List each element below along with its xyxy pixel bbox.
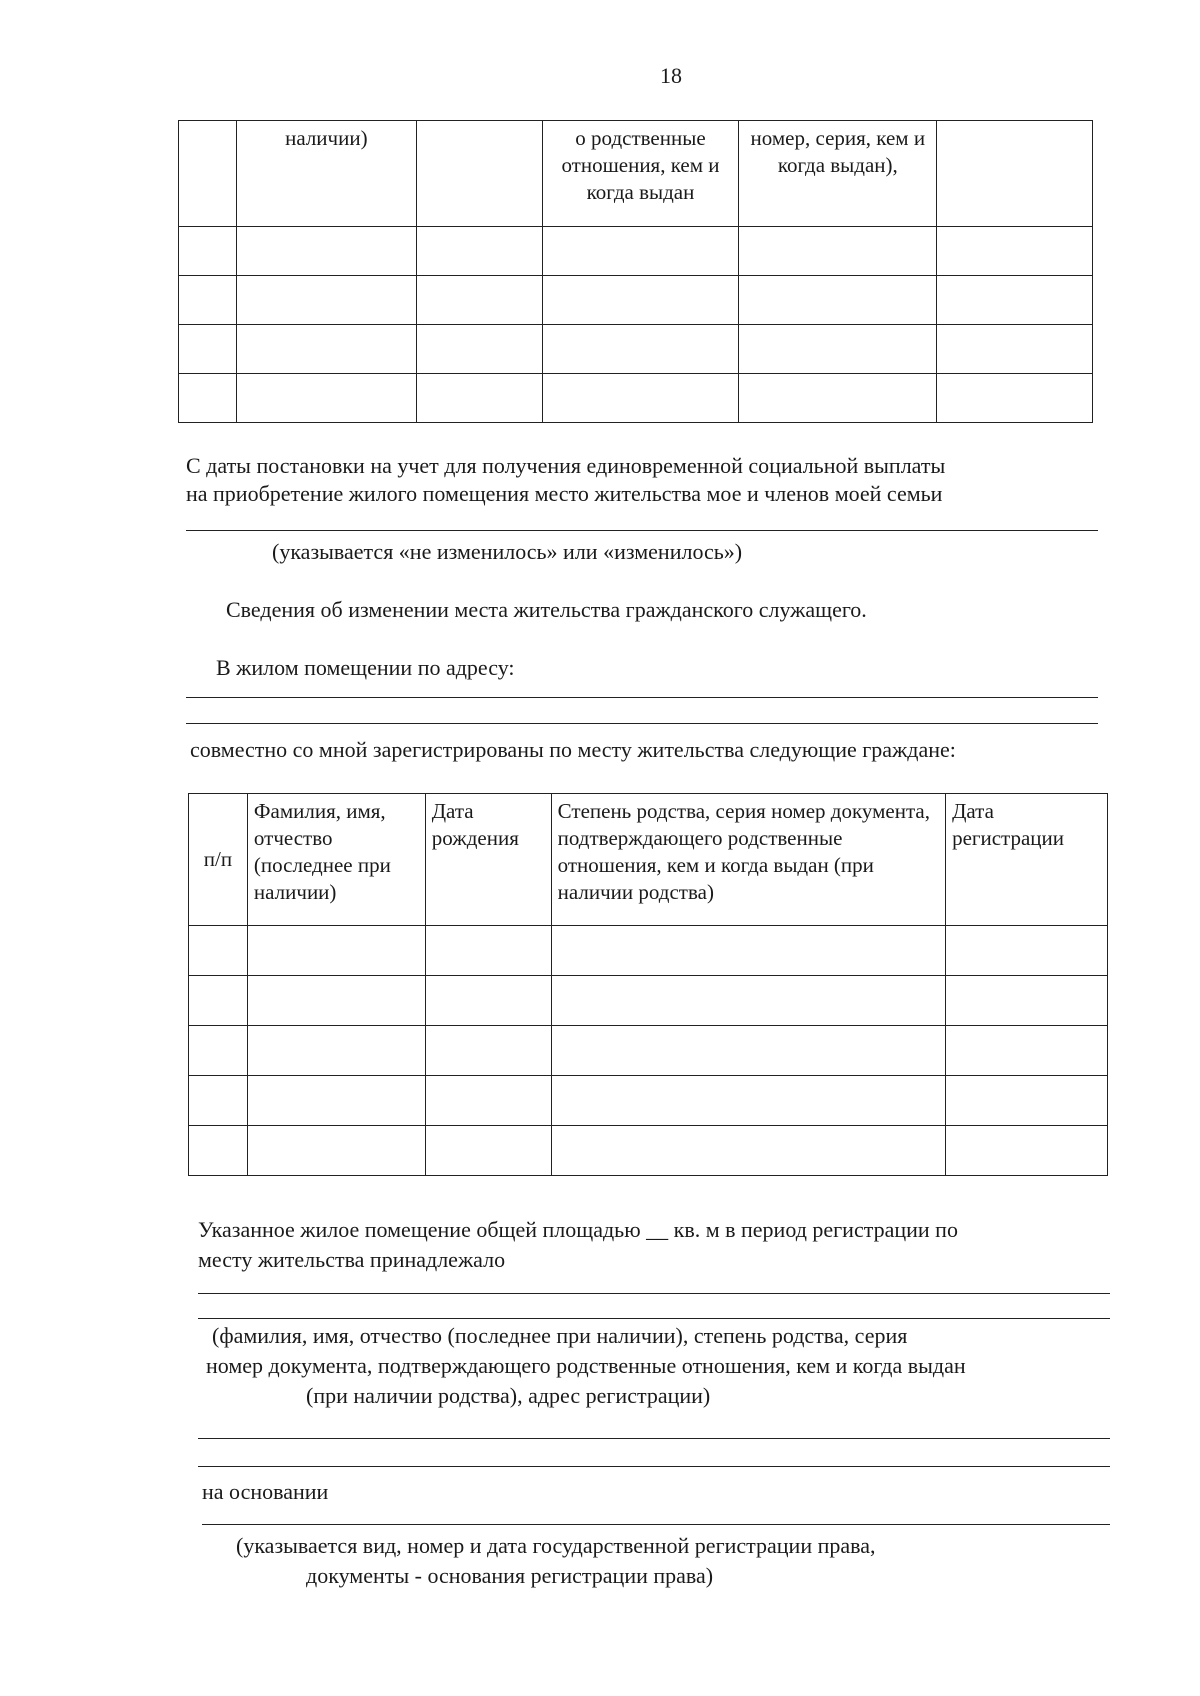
table-row: [189, 1126, 1108, 1176]
fill-line-owner-4[interactable]: [198, 1466, 1110, 1467]
table-cell[interactable]: [542, 227, 739, 276]
header-cell-registration-date: Дата регистрации: [946, 794, 1108, 926]
table-cell[interactable]: [739, 227, 937, 276]
para-date-line2: на приобретение жилого помещения место жительства мое и членов моей семьи: [186, 481, 943, 506]
table-cell[interactable]: [247, 1126, 425, 1176]
header-cell: наличии): [236, 121, 416, 227]
fill-line-address-1[interactable]: [186, 697, 1098, 698]
table-cell[interactable]: [937, 227, 1093, 276]
table-cell[interactable]: [247, 926, 425, 976]
table-cell[interactable]: [416, 227, 542, 276]
table-cell[interactable]: [739, 374, 937, 423]
owner-hint-line1: (фамилия, имя, отчество (последнее при наличии), степень родства, серия: [212, 1323, 908, 1348]
basis-hint-line1: (указывается вид, номер и дата государственной регистрации права,: [236, 1533, 876, 1558]
table-cell[interactable]: [739, 276, 937, 325]
table-row: [189, 1076, 1108, 1126]
table-cell[interactable]: [247, 1026, 425, 1076]
basis-hint-line2: документы - основания регистрации права): [306, 1563, 714, 1588]
header-cell-relationship: Степень родства, серия номер документа, подтверждающего родственные отношения, кем и когда выдан (при наличии родства): [551, 794, 945, 926]
fill-line-basis[interactable]: [202, 1524, 1110, 1525]
fill-line-address-2[interactable]: [186, 723, 1098, 724]
table-cell[interactable]: [189, 976, 248, 1026]
area-para-line2: месту жительства принадлежало: [198, 1247, 506, 1272]
address-label: В жилом помещении по адресу:: [216, 655, 515, 680]
table-cell[interactable]: [416, 325, 542, 374]
info-heading: Сведения об изменении места жительства гражданского служащего.: [226, 597, 867, 622]
table-continuation: [178, 120, 1093, 423]
table-cell[interactable]: [551, 1076, 945, 1126]
basis-label: на основании: [202, 1479, 329, 1504]
table-row: [179, 325, 1093, 374]
fill-line-owner-1[interactable]: [198, 1293, 1110, 1294]
table-cell[interactable]: [416, 374, 542, 423]
header-cell-full-name: Фамилия, имя, отчество (последнее при наличии): [247, 794, 425, 926]
table-cell[interactable]: [946, 1076, 1108, 1126]
header-cell: [937, 121, 1093, 227]
header-cell: [416, 121, 542, 227]
table-cell[interactable]: [247, 976, 425, 1026]
table-cell[interactable]: [542, 325, 739, 374]
fill-line-changed[interactable]: [186, 530, 1098, 531]
table-cell[interactable]: [236, 325, 416, 374]
table-cell[interactable]: [189, 1076, 248, 1126]
table-row: [189, 926, 1108, 976]
table-row: [189, 976, 1108, 1026]
table-cell[interactable]: [189, 1126, 248, 1176]
table-cell[interactable]: [946, 1126, 1108, 1176]
table-cell[interactable]: [425, 976, 551, 1026]
header-cell: о родственные отношения, кем и когда выдан: [542, 121, 739, 227]
table-cell[interactable]: [247, 1076, 425, 1126]
header-cell-birth-date: Дата рождения: [425, 794, 551, 926]
table-cell[interactable]: [189, 1026, 248, 1076]
table-cell[interactable]: [416, 276, 542, 325]
page-number: 18: [660, 63, 682, 88]
fill-line-owner-2[interactable]: [198, 1318, 1110, 1319]
table-cell[interactable]: [946, 926, 1108, 976]
table-cell[interactable]: [236, 276, 416, 325]
table-cell[interactable]: [179, 276, 237, 325]
table-cell[interactable]: [551, 1126, 945, 1176]
table-cell[interactable]: [542, 374, 739, 423]
table-cell[interactable]: [937, 374, 1093, 423]
table-header-row: [179, 121, 1093, 227]
area-para-line1: Указанное жилое помещение общей площадью __ кв. м в период регистрации по: [198, 1217, 958, 1242]
registered-label: совместно со мной зарегистрированы по месту жительства следующие граждане:: [190, 737, 956, 762]
fill-line-owner-3[interactable]: [198, 1438, 1110, 1439]
table-cell[interactable]: [236, 374, 416, 423]
table-cell[interactable]: [937, 276, 1093, 325]
header-cell: [179, 121, 237, 227]
owner-hint-line2: номер документа, подтверждающего родственные отношения, кем и когда выдан: [206, 1353, 966, 1378]
table-registered-citizens: [188, 793, 1108, 1176]
table-cell[interactable]: [937, 325, 1093, 374]
table-cell[interactable]: [179, 325, 237, 374]
table-cell[interactable]: [551, 926, 945, 976]
table-cell[interactable]: [425, 926, 551, 976]
table-row: [179, 276, 1093, 325]
table-row: [189, 1026, 1108, 1076]
table-cell[interactable]: [425, 1126, 551, 1176]
table-cell[interactable]: [179, 374, 237, 423]
table-cell[interactable]: [946, 1026, 1108, 1076]
table-cell[interactable]: [542, 276, 739, 325]
para-date-line1: С даты постановки на учет для получения единовременной социальной выплаты: [186, 453, 946, 478]
table-cell[interactable]: [425, 1026, 551, 1076]
hint-changed: (указывается «не изменилось» или «изменилось»): [272, 539, 743, 564]
table-row: [179, 374, 1093, 423]
table-cell[interactable]: [739, 325, 937, 374]
table-cell[interactable]: [236, 227, 416, 276]
table-cell[interactable]: [425, 1076, 551, 1126]
table-cell[interactable]: [946, 976, 1108, 1026]
table-cell[interactable]: [551, 1026, 945, 1076]
owner-hint-line3: (при наличии родства), адрес регистрации): [306, 1383, 711, 1408]
header-cell: номер, серия, кем и когда выдан),: [739, 121, 937, 227]
table-row: [179, 227, 1093, 276]
table-header-row: [189, 794, 1108, 926]
header-cell-number: п/п: [189, 794, 248, 926]
table-cell[interactable]: [551, 976, 945, 1026]
table-cell[interactable]: [189, 926, 248, 976]
table-cell[interactable]: [179, 227, 237, 276]
